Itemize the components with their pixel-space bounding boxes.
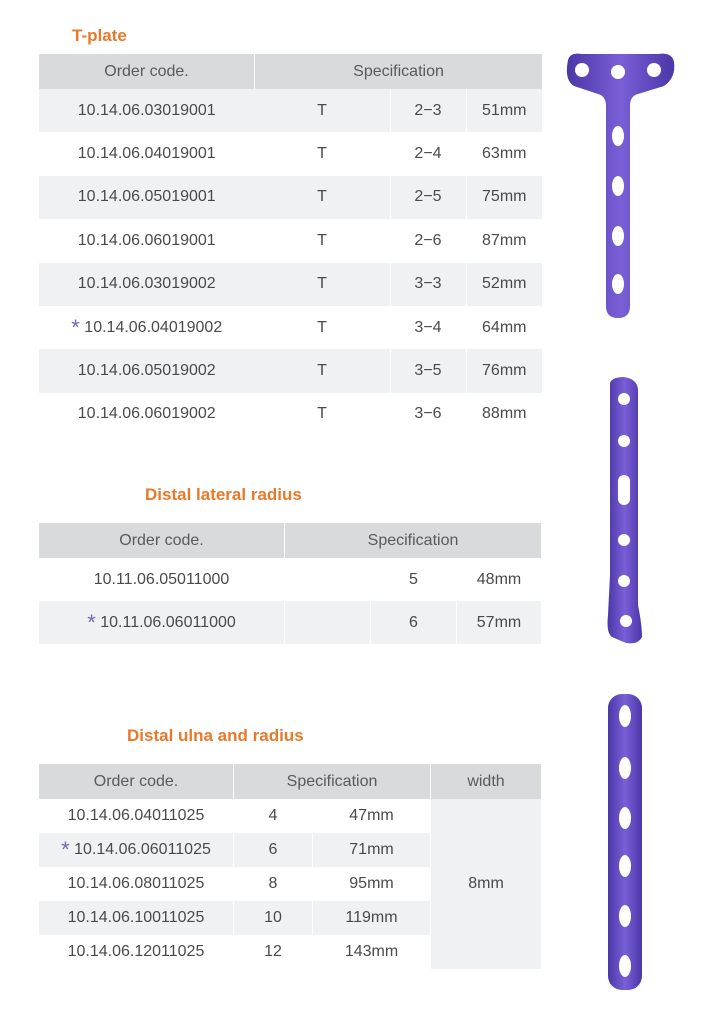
- order-code: 10.14.06.04011025: [67, 807, 205, 824]
- plate-type-cell: T: [255, 132, 391, 175]
- length-cell: 76mm: [466, 349, 542, 392]
- holes-cell: 10: [234, 901, 313, 935]
- table-row: [39, 799, 541, 833]
- table-row: [39, 558, 541, 601]
- table-row: [39, 349, 542, 392]
- length-cell: 95mm: [313, 867, 431, 901]
- length-cell: 87mm: [466, 219, 542, 262]
- recommended-star-icon: *: [71, 314, 80, 340]
- order-code-cell: [39, 176, 255, 219]
- table-row: [39, 132, 542, 175]
- tplate-header-code: Order code.: [39, 54, 255, 89]
- length-cell: 52mm: [466, 263, 542, 306]
- length-cell: 64mm: [466, 306, 542, 349]
- spacer-cell: [285, 601, 371, 644]
- order-code-cell: [39, 219, 255, 262]
- order-code-cell: [39, 601, 285, 644]
- holes-cell: 5: [371, 558, 457, 601]
- holes-cell: 6: [371, 601, 457, 644]
- radius-header-spec: Specification: [285, 523, 542, 558]
- order-code: 10.11.06.05011000: [93, 570, 230, 588]
- length-cell: 57mm: [457, 601, 542, 644]
- order-code: 10.14.06.10011025: [67, 909, 205, 926]
- holes-cell: 2−6: [390, 219, 466, 262]
- order-code-cell: [39, 349, 255, 392]
- plate-type-cell: T: [255, 393, 391, 436]
- length-cell: 75mm: [466, 176, 542, 219]
- order-code-cell: [39, 867, 234, 901]
- length-cell: 48mm: [457, 558, 542, 601]
- plate-type-cell: T: [255, 349, 391, 392]
- order-code: 10.11.06.06011000: [100, 613, 236, 631]
- plate-type-cell: T: [255, 176, 391, 219]
- order-code-cell: [39, 799, 234, 833]
- holes-cell: 2−4: [390, 132, 466, 175]
- order-code-cell: [39, 558, 285, 601]
- table-row: [39, 601, 541, 644]
- holes-cell: 8: [234, 867, 313, 901]
- holes-cell: 3−3: [390, 263, 466, 306]
- order-code: 10.14.06.06011025: [74, 841, 211, 858]
- order-code: 10.14.06.08011025: [67, 875, 205, 892]
- table-row: [39, 219, 542, 262]
- tplate-title: T-plate: [72, 26, 127, 45]
- table-row: [39, 176, 542, 219]
- radius-title: Distal lateral radius: [145, 485, 302, 504]
- order-code: 10.14.06.04019002: [84, 318, 223, 336]
- order-code-cell: [39, 263, 255, 306]
- order-code: 10.14.06.03019001: [77, 101, 216, 119]
- holes-cell: 2−5: [390, 176, 466, 219]
- order-code-cell: [39, 393, 255, 436]
- spacer-cell: [285, 558, 371, 601]
- order-code: 10.14.06.05019001: [77, 188, 216, 206]
- tplate-header-spec: Specification: [255, 54, 543, 89]
- radius-header-code: Order code.: [39, 523, 285, 558]
- order-code-cell: [39, 833, 234, 867]
- order-code-cell: [39, 89, 255, 132]
- length-cell: 47mm: [313, 799, 431, 833]
- order-code: 10.14.06.05019002: [77, 362, 216, 380]
- length-cell: 63mm: [466, 132, 542, 175]
- length-cell: 51mm: [466, 89, 542, 132]
- order-code: 10.14.06.06019002: [77, 405, 216, 423]
- holes-cell: 3−5: [390, 349, 466, 392]
- length-cell: 88mm: [466, 393, 542, 436]
- length-cell: 71mm: [313, 833, 431, 867]
- length-cell: 143mm: [313, 935, 431, 969]
- ulna-header-width: width: [431, 764, 542, 799]
- ulna-header-spec: Specification: [234, 764, 431, 799]
- ulna-header-code: Order code.: [39, 764, 234, 799]
- recommended-star-icon: *: [61, 837, 70, 862]
- holes-cell: 2−3: [390, 89, 466, 132]
- order-code-cell: [39, 132, 255, 175]
- radius-table: [39, 523, 541, 644]
- t-plate-image: [560, 48, 680, 323]
- table-row: [39, 263, 542, 306]
- recommended-star-icon: *: [87, 609, 96, 635]
- distal-lateral-radius-plate-image: [598, 375, 648, 650]
- plate-type-cell: T: [255, 263, 391, 306]
- order-code: 10.14.06.06019001: [77, 231, 216, 249]
- plate-type-cell: T: [255, 89, 391, 132]
- holes-cell: 4: [234, 799, 313, 833]
- table-row: [39, 306, 542, 349]
- distal-ulna-radius-plate-image: [600, 690, 650, 995]
- width-value-cell: 8mm: [431, 799, 542, 969]
- holes-cell: 3−6: [390, 393, 466, 436]
- order-code: 10.14.06.03019002: [77, 275, 216, 293]
- order-code-cell: [39, 935, 234, 969]
- length-cell: 119mm: [313, 901, 431, 935]
- order-code: 10.14.06.12011025: [67, 943, 205, 960]
- order-code: 10.14.06.04019001: [77, 145, 216, 163]
- order-code-cell: [39, 306, 255, 349]
- table-row: [39, 393, 542, 436]
- plate-type-cell: T: [255, 219, 391, 262]
- ulna-title: Distal ulna and radius: [127, 726, 304, 745]
- order-code-cell: [39, 901, 234, 935]
- plate-type-cell: T: [255, 306, 391, 349]
- holes-cell: 12: [234, 935, 313, 969]
- tplate-table: [39, 54, 542, 436]
- ulna-table: [39, 764, 541, 969]
- table-row: [39, 89, 542, 132]
- holes-cell: 3−4: [390, 306, 466, 349]
- holes-cell: 6: [234, 833, 313, 867]
